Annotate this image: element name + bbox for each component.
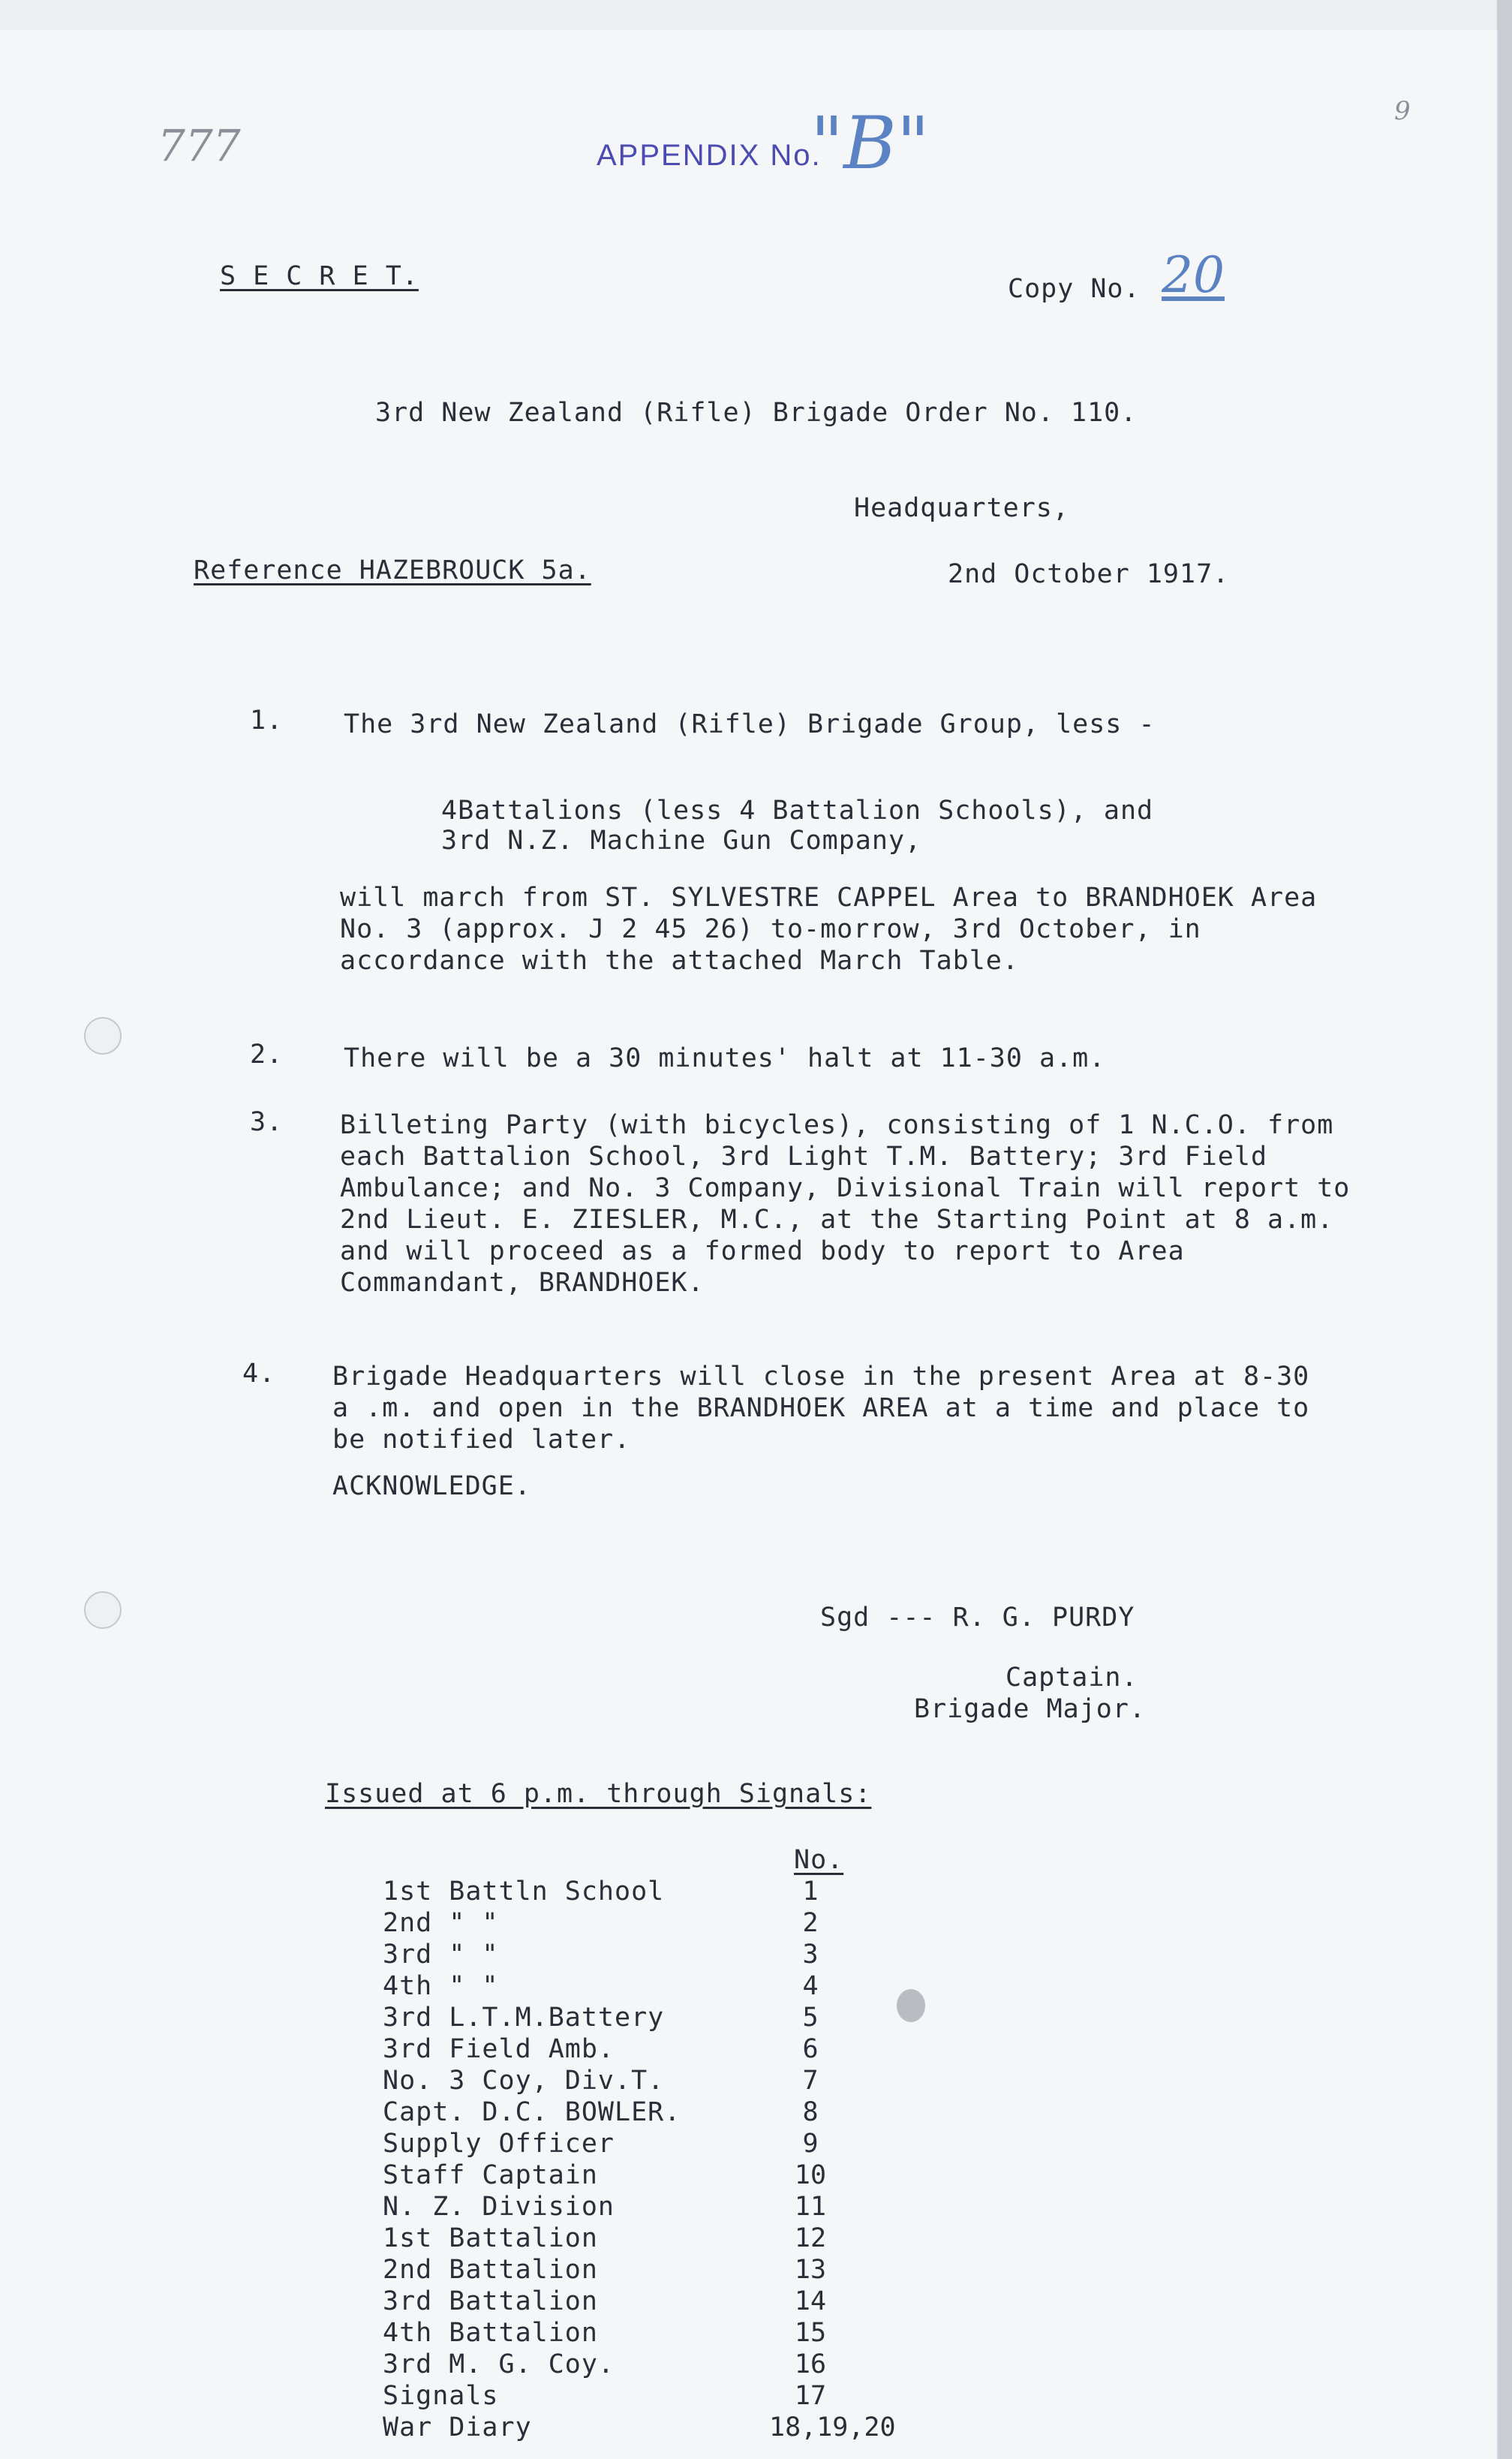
distribution-row [383, 2318, 953, 2349]
para-2-number: 2. [250, 1040, 284, 1070]
recipient: No. 3 Coy, Div.T. [383, 2066, 665, 2096]
recipient: 3rd " " [383, 1940, 499, 1970]
distribution-no-header: No. [794, 1845, 844, 1875]
signature-role: Brigade Major. [914, 1694, 1147, 1724]
appendix-handwritten-letter: "B" [810, 101, 930, 185]
recipient: 2nd " " [383, 1908, 499, 1938]
para-3-number: 3. [250, 1107, 284, 1137]
recipient: 3rd Battalion [383, 2286, 598, 2316]
headquarters-label: Headquarters, [854, 493, 1069, 523]
distribution-row [383, 1877, 953, 1908]
copy-no: 17 [794, 2381, 827, 2411]
para-3-text: Billeting Party (with bicycles), consisting of 1 N.C.O. from each Battalion School, 3rd Light T.M. Battery; 3rd Field Ambulance; and No. 3 Company, Divisional Train will report to 2nd Lieut. E. ZIESLER, M.C., at the Starting Point at 8 a.m. and will proceed as a formed body to report to Area Commandant, BRANDHOEK. [340, 1110, 1351, 1298]
map-reference: Reference HAZEBROUCK 5a. [194, 555, 591, 585]
recipient: N. Z. Division [383, 2192, 615, 2222]
document-page [0, 30, 1498, 2459]
copy-label: Copy No. [1008, 274, 1141, 304]
recipient: 4th " " [383, 1971, 499, 2001]
paper-stack-edge [1497, 0, 1512, 2459]
recipient: 1st Battln School [383, 1877, 665, 1907]
recipient: 4th Battalion [383, 2318, 598, 2348]
para-1-number: 1. [250, 706, 284, 736]
distribution-row [383, 2129, 953, 2160]
copy-no: 7 [802, 2066, 819, 2096]
copy-no: 16 [794, 2349, 827, 2379]
distribution-row [383, 2349, 953, 2381]
copy-no: 5 [802, 2003, 819, 2033]
distribution-row [383, 2066, 953, 2097]
distribution-row [383, 2192, 953, 2223]
distribution-row [383, 2034, 953, 2066]
para-2-text: There will be a 30 minutes' halt at 11-30 a.m. [344, 1043, 1106, 1073]
distribution-row [383, 2412, 953, 2444]
distribution-row [383, 2097, 953, 2129]
distribution-row [383, 1908, 953, 1940]
distribution-row [383, 2003, 953, 2034]
recipient: Signals [383, 2381, 499, 2411]
para-1-exception-1: 4Battalions (less 4 Battalion Schools), and [441, 796, 1154, 826]
copy-no: 8 [802, 2097, 819, 2127]
distribution-row [383, 2381, 953, 2412]
order-title: 3rd New Zealand (Rifle) Brigade Order No. 110. [375, 398, 1138, 428]
recipient: 3rd L.T.M.Battery [383, 2003, 665, 2033]
copy-no: 6 [802, 2034, 819, 2064]
punch-hole [84, 1017, 122, 1055]
para-1-body: will march from ST. SYLVESTRE CAPPEL Area to BRANDHOEK Area No. 3 (approx. J 2 45 26) to-morrow, 3rd October, in accordance with the attached March Table. [340, 883, 1318, 976]
distribution-heading: Issued at 6 p.m. through Signals: [325, 1779, 872, 1809]
distribution-row [383, 2223, 953, 2255]
distribution-row [383, 2255, 953, 2286]
copy-no: 15 [794, 2318, 827, 2348]
para-4-text: Brigade Headquarters will close in the present Area at 8-30 a .m. and open in the BRANDHOEK AREA at a time and place to be notified later. [332, 1362, 1310, 1455]
copy-no: 13 [794, 2255, 827, 2285]
order-date: 2nd October 1917. [948, 559, 1230, 589]
page-number: 9 [1394, 96, 1411, 126]
para-1-text: The 3rd New Zealand (Rifle) Brigade Group, less - [344, 709, 1156, 739]
copy-no: 9 [802, 2129, 819, 2159]
recipient: 3rd Field Amb. [383, 2034, 615, 2064]
recipient: Supply Officer [383, 2129, 615, 2159]
copy-no: 11 [794, 2192, 827, 2222]
signature-line: Sgd --- R. G. PURDY [820, 1603, 1135, 1633]
distribution-row [383, 1940, 953, 1971]
para-4-number: 4. [242, 1359, 276, 1389]
copy-no: 14 [794, 2286, 827, 2316]
distribution-row [383, 2286, 953, 2318]
corner-pencil-mark: 777 [158, 120, 241, 171]
para-1-exception-2: 3rd N.Z. Machine Gun Company, [441, 826, 922, 856]
paper-top-edge [0, 0, 1512, 31]
recipient: Staff Captain [383, 2160, 598, 2190]
recipient: War Diary [383, 2412, 532, 2442]
recipient: 2nd Battalion [383, 2255, 598, 2285]
copy-no: 2 [802, 1908, 819, 1938]
distribution-row [383, 2160, 953, 2192]
ink-blot [897, 1989, 925, 2022]
distribution-row [383, 1971, 953, 2003]
acknowledge: ACKNOWLEDGE. [332, 1471, 531, 1501]
recipient: 3rd M. G. Coy. [383, 2349, 615, 2379]
secret-heading: S E C R E T. [220, 261, 419, 291]
copy-no: 3 [802, 1940, 819, 1970]
recipient: Capt. D.C. BOWLER. [383, 2097, 681, 2127]
appendix-stamp: APPENDIX No. [597, 139, 822, 172]
signature-rank: Captain. [1005, 1663, 1138, 1693]
punch-hole [84, 1591, 122, 1629]
copy-no: 10 [794, 2160, 827, 2190]
copy-no: 18,19,20 [769, 2412, 896, 2442]
copy-no: 4 [802, 1971, 819, 2001]
recipient: 1st Battalion [383, 2223, 598, 2253]
copy-no: 1 [802, 1877, 819, 1907]
copy-no: 12 [794, 2223, 827, 2253]
copy-number: 20 [1162, 246, 1225, 304]
